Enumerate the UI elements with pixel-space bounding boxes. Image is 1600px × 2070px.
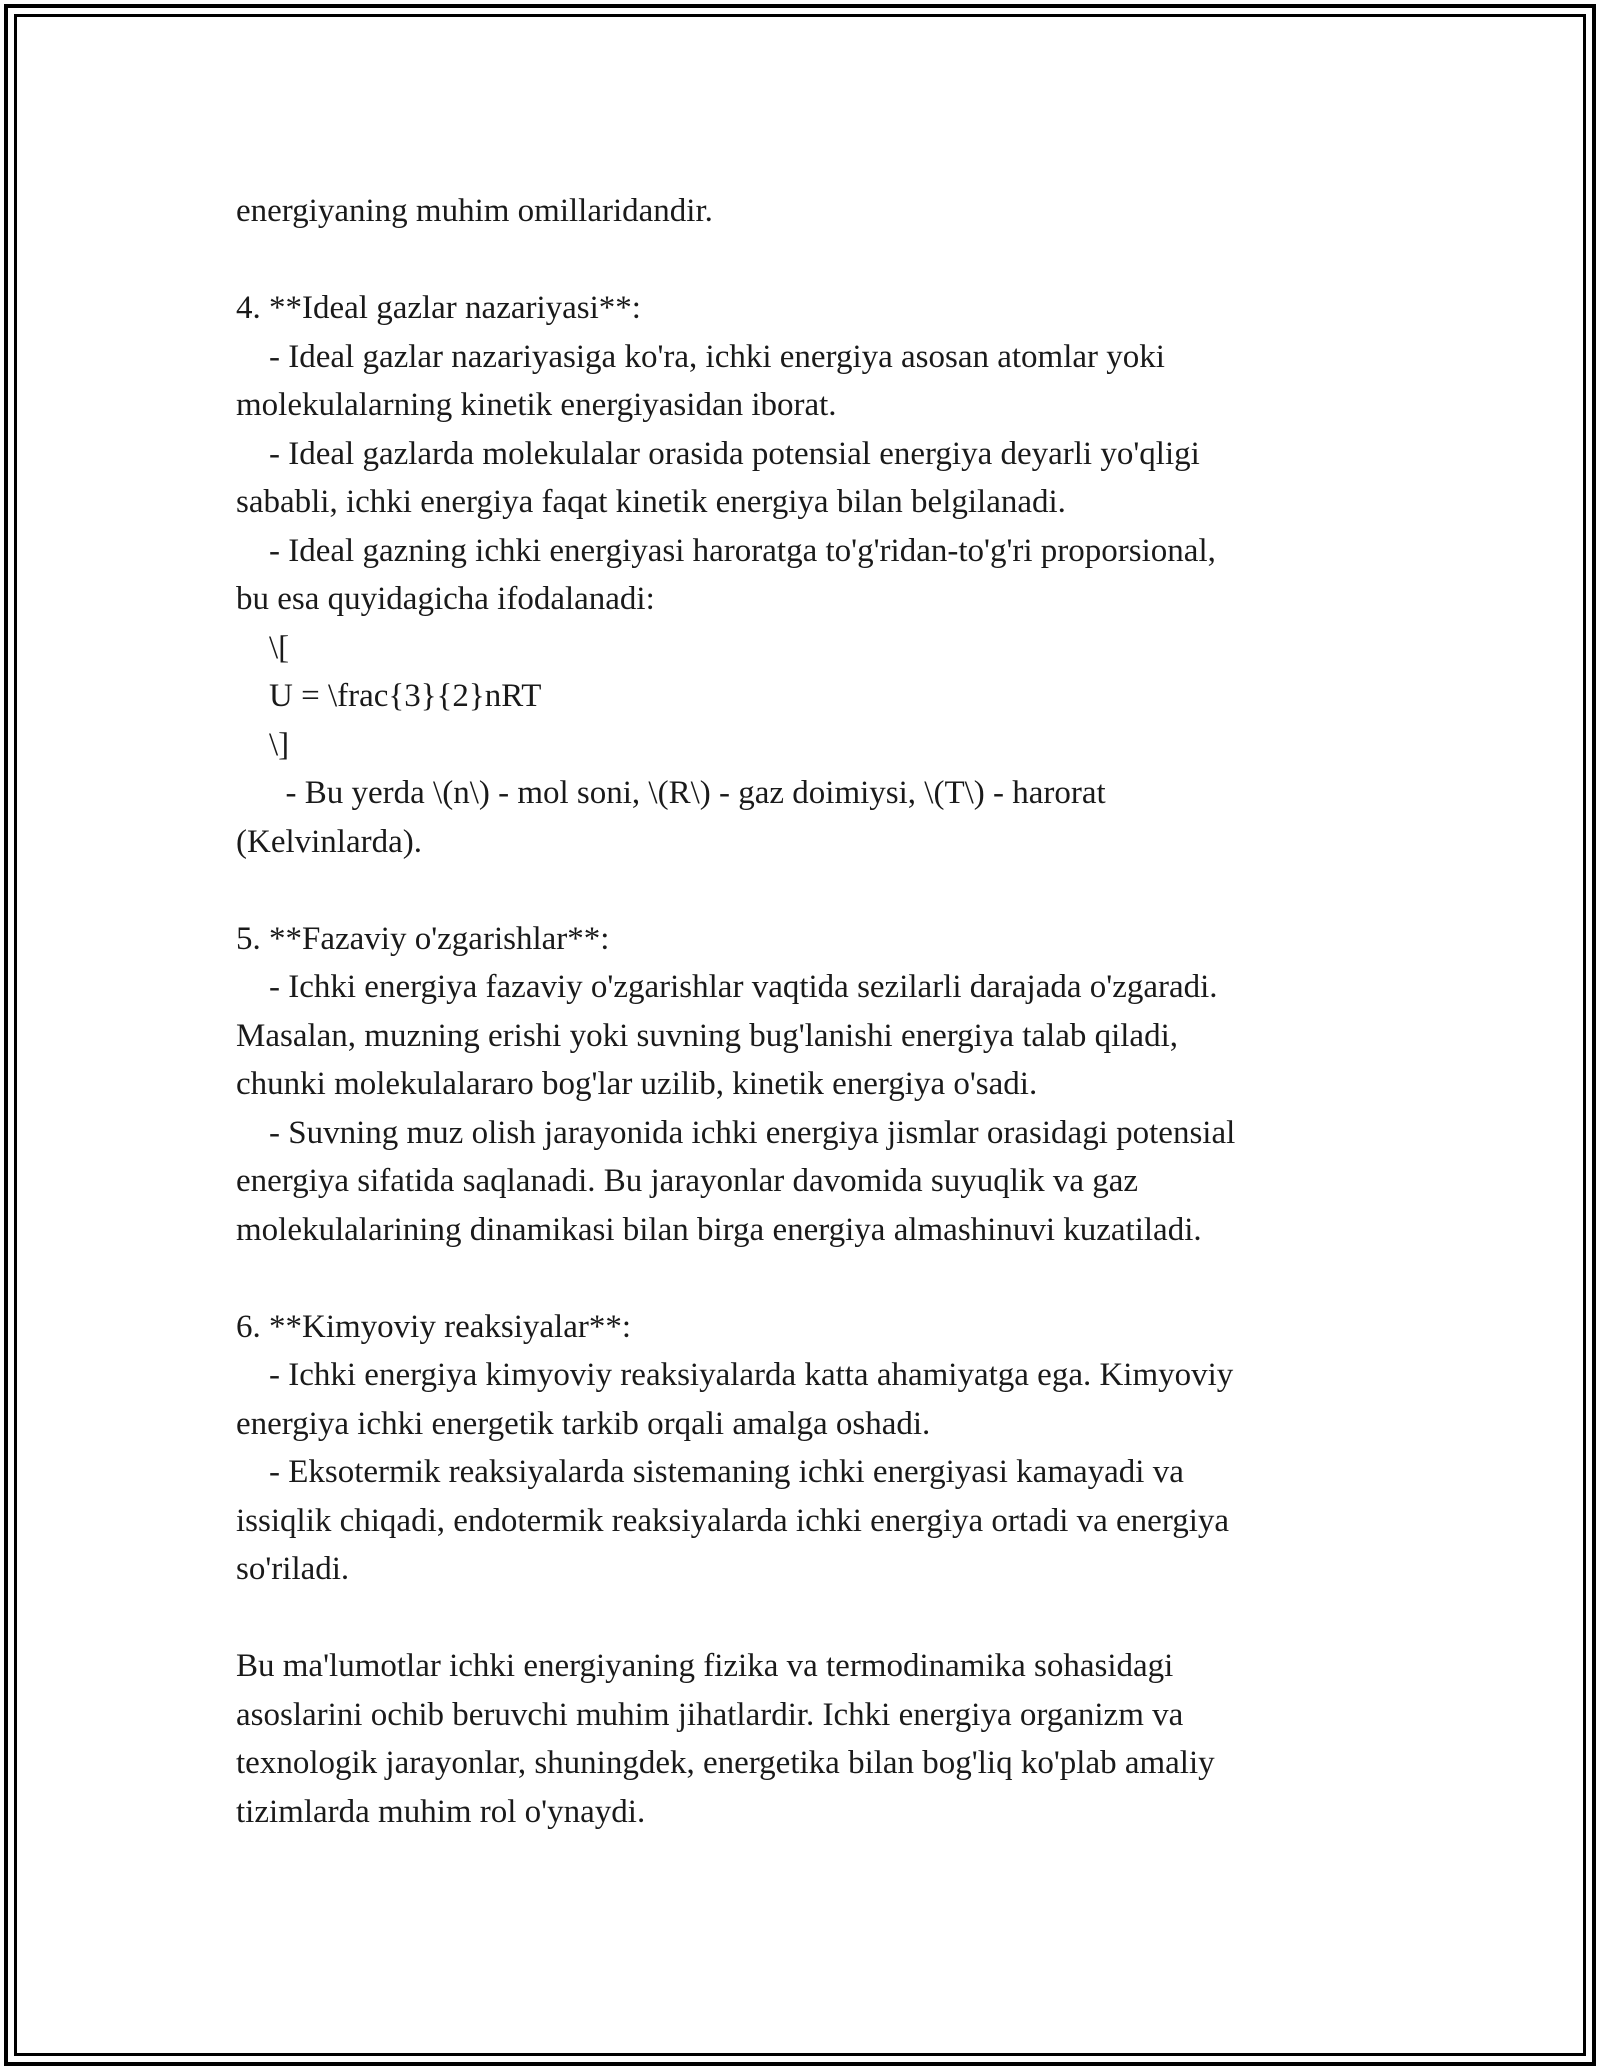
text-line: molekulalarining dinamikasi bilan birga energiya almashinuvi kuzatiladi. — [236, 1211, 1202, 1248]
text-line: - Ichki energiya fazaviy o'zgarishlar vaqtida sezilarli darajada o'zgaradi. — [236, 969, 1218, 1005]
text-line: issiqlik chiqadi, endotermik reaksiyalarda ichki energiya ortadi va energiya — [236, 1502, 1230, 1539]
text-line: bu esa quyidagicha ifodalanadi: — [236, 581, 655, 617]
text-line: - Ichki energiya kimyoviy reaksiyalarda katta ahamiyatga ega. Kimyoviy — [236, 1357, 1234, 1393]
conclusion-line: tizimlarda muhim rol o'ynaydi. — [236, 1793, 646, 1830]
conclusion-line: Bu ma'lumotlar ichki energiyaning fizika va termodinamika sohasidagi — [236, 1648, 1174, 1684]
text-line: - Eksotermik reaksiyalarda sistemaning ichki energiyasi kamayadi va — [236, 1454, 1184, 1490]
text-line: - Suvning muz olish jarayonida ichki energiya jismlar orasidagi potensial — [236, 1114, 1236, 1151]
text-line: - Bu yerda \(n\) - mol soni, \(R\) - gaz doimiysi, \(T\) - harorat — [236, 775, 1106, 811]
text-line: energiya ichki energetik tarkib orqali amalga oshadi. — [236, 1405, 931, 1442]
text-line: - Ideal gazlarda molekulalar orasida potensial energiya deyarli yo'qligi — [236, 435, 1200, 472]
section-heading-4: 4. **Ideal gazlar nazariyasi**: — [236, 290, 641, 326]
section-heading-5: 5. **Fazaviy o'zgarishlar**: — [236, 920, 610, 957]
text-line: energiyaning muhim omillaridandir. — [236, 193, 713, 229]
document-body — [236, 187, 1366, 1836]
formula-close: \] — [236, 726, 290, 763]
formula-body: U = \frac{3}{2}nRT — [236, 678, 542, 714]
conclusion-line: asoslarini ochib beruvchi muhim jihatlardir. Ichki energiya organizm va — [236, 1696, 1184, 1733]
formula-open: \[ — [236, 629, 290, 666]
text-line: sababli, ichki energiya faqat kinetik energiya bilan belgilanadi. — [236, 484, 1066, 520]
text-line: molekulalarning kinetik energiyasidan iborat. — [236, 387, 837, 423]
text-line: chunki molekulalararo bog'lar uzilib, kinetik energiya o'sadi. — [236, 1066, 1038, 1102]
blank-line — [236, 236, 1366, 285]
blank-line — [236, 1594, 1366, 1643]
section-heading-6: 6. **Kimyoviy reaksiyalar**: — [236, 1308, 632, 1345]
text-line: so'riladi. — [236, 1551, 350, 1587]
text-line: (Kelvinlarda). — [236, 823, 422, 860]
conclusion-line: texnologik jarayonlar, shuningdek, energetika bilan bog'liq ko'plab amaliy — [236, 1745, 1215, 1781]
blank-line — [236, 866, 1366, 915]
text-line: energiya sifatida saqlanadi. Bu jarayonlar davomida suyuqlik va gaz — [236, 1163, 1139, 1199]
text-line: - Ideal gazlar nazariyasiga ko'ra, ichki energiya asosan atomlar yoki — [236, 338, 1165, 375]
blank-line — [236, 1254, 1366, 1303]
text-line: - Ideal gazning ichki energiyasi haroratga to'g'ridan-to'g'ri proporsional, — [236, 532, 1216, 569]
text-line: Masalan, muzning erishi yoki suvning bug'lanishi energiya talab qiladi, — [236, 1017, 1178, 1054]
